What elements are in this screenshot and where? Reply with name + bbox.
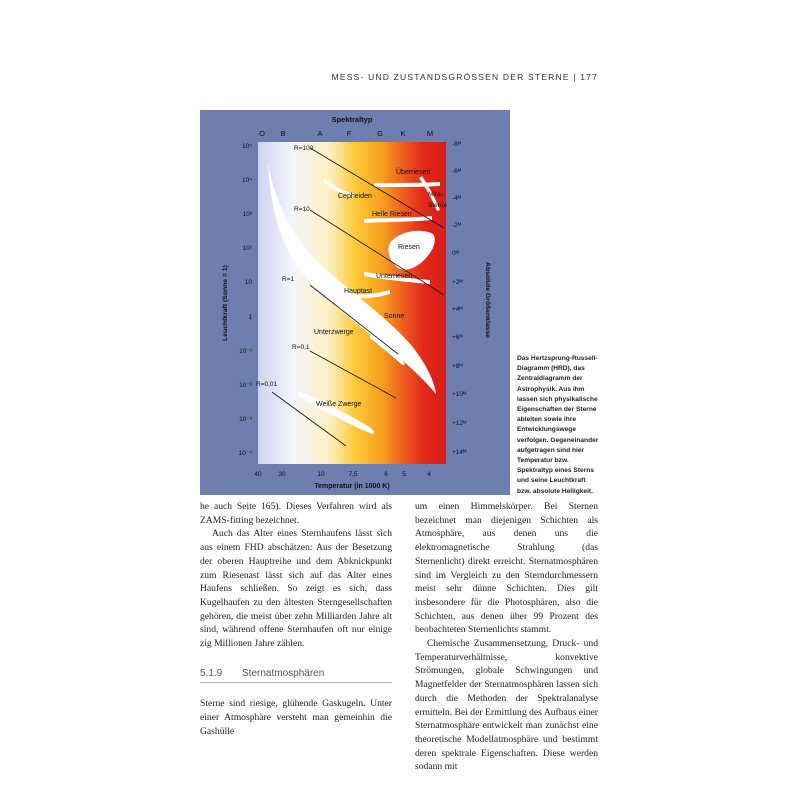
magnitude-ticks bbox=[452, 141, 467, 456]
mag-tick: +10ᴹ bbox=[452, 391, 467, 398]
paragraph: Auch das Alter eines Sternhaufens lässt sich aus einem FHD abschätzen: Aus der Besetzung der oberen Hauptreihe und dem Abknickpunkt zum Riesenast lässt sich auf das Alter eines Haufens schließen. So zeigt es sich, dass Kugelhaufen zu den ältesten Sterngesellschaften gehören, die meist über zehn Milliarden Jahre alt sind, während offene Sternhaufen oft nur einige zig Millionen Jahre zählen. bbox=[200, 528, 392, 650]
paragraph: um einen Himmelskörper. Bei Sternen bezeichnet man diejenigen Schichten als Atmosphäre, aus denen uns die elektromagnetische Strahlung (das Sternenlicht) direkt erreicht. Sternatmosphären sind im Vergleich zu den Sterndurchmessern meist sehr dünne Schichten. Dies gilt insbesondere für die Photosphären, also die Schichten, aus denen über 99 Prozent des beobachteten Sternenlichts stammt. bbox=[415, 501, 598, 636]
spectral-type-k: K bbox=[400, 129, 406, 138]
paragraph: he auch Seite 165). Dieses Verfahren wird als ZAMS-fitting bezeichnet. bbox=[200, 501, 392, 526]
figure-caption: Das Hertzsprung-Russell-Diagramm (HRD), das Zentraldiagramm der Astrophysik. Aus ihm lassen sich physikalische Eigenschaften der Sterne ableiten sowie ihre Entwicklungswege verfolgen. Gegeneinander aufgetragen sind hier Temperatur bzw. Spektraltyp eines Sterns und seine Leuchtkraft bzw. absolute Helligkeit. bbox=[517, 355, 599, 495]
temp-tick: 7,5 bbox=[348, 471, 358, 478]
spectral-type-labels bbox=[259, 129, 433, 138]
mag-tick: -6ᴹ bbox=[452, 168, 462, 175]
left-axis-label: Leuchtkraft (Sonne = 1) bbox=[222, 265, 229, 341]
radius-label-1: R=1 bbox=[282, 276, 295, 283]
lum-tick: 10⁻² bbox=[239, 382, 252, 389]
radius-label-10: R=10 bbox=[294, 206, 310, 213]
lum-tick: 1 bbox=[248, 314, 252, 321]
mag-tick: +8ᴹ bbox=[452, 363, 463, 370]
temperature-ticks bbox=[254, 471, 431, 478]
label-main-branch: Hauptast bbox=[344, 288, 373, 295]
hr-diagram-figure bbox=[200, 110, 510, 495]
lum-tick: 10³ bbox=[242, 211, 252, 218]
radius-label-001: R=0,01 bbox=[256, 381, 278, 388]
temp-tick: 6 bbox=[384, 471, 388, 478]
mag-tick: +14ᴹ bbox=[452, 449, 467, 456]
mag-tick: -2ᴹ bbox=[452, 222, 462, 229]
spectral-type-f: F bbox=[346, 129, 352, 138]
mag-tick: +12ᴹ bbox=[452, 420, 467, 427]
mag-tick: -8ᴹ bbox=[452, 141, 462, 148]
section-title: Sternatmosphären bbox=[242, 667, 325, 679]
lum-tick: 10⁵ bbox=[242, 143, 252, 150]
label-bright-giants: Helle Riesen bbox=[372, 211, 412, 218]
hr-diagram-svg bbox=[200, 110, 510, 495]
label-mira-2: Sterne bbox=[428, 202, 448, 209]
temp-tick: 10 bbox=[317, 471, 325, 478]
mag-tick: 0ᴹ bbox=[452, 250, 459, 257]
paragraph: Chemische Zusammensetzung, Druck- und Temperaturverhältnisse, konvektive Strömungen, globale Schwingungen und Magnetfelder der Sternatmosphären lassen sich durch die Methoden der Spektralanalyse ermitteln. Bei der Ermittlung des Aufbaus einer Sternatmosphäre entwickelt man zunächst eine theoretische Modellatmosphäre und bestimmt deren spektrale Eigenschaften. Diese werden sodann mit bbox=[415, 638, 598, 773]
label-giants: Riesen bbox=[398, 244, 420, 251]
lum-tick: 10² bbox=[242, 245, 252, 252]
radius-label-01: R=0,1 bbox=[292, 344, 310, 351]
spectral-type-b: B bbox=[280, 129, 286, 138]
label-sun: Sonne bbox=[384, 313, 405, 320]
radius-label-100: R=100 bbox=[294, 145, 314, 152]
paragraph: Sterne sind riesige, glühende Gaskugeln. Unter einer Atmosphäre versteht man gemeinhin die Gashülle bbox=[200, 698, 392, 737]
temp-tick: 5 bbox=[402, 471, 406, 478]
text-column-left bbox=[200, 500, 392, 739]
section-number: 5.1.9 bbox=[200, 667, 223, 679]
temp-tick: 40 bbox=[254, 471, 262, 478]
temp-tick: 30 bbox=[278, 471, 286, 478]
x-axis-label: Temperatur (in 1000 K) bbox=[314, 483, 390, 490]
lum-tick: 10⁻¹ bbox=[239, 348, 252, 355]
spectral-type-g: G bbox=[377, 129, 383, 138]
label-white-dwarfs: Weiße Zwerge bbox=[316, 401, 362, 408]
label-mira: Mira- bbox=[428, 191, 443, 198]
mag-tick: -4ᴹ bbox=[452, 195, 462, 202]
label-subgiants: Unterriesen bbox=[376, 273, 413, 280]
mag-tick: +4ᴹ bbox=[452, 306, 463, 313]
running-head: MESS- UND ZUSTANDSGRÖSSEN DER STERNE | 177 bbox=[331, 72, 598, 82]
lum-tick: 10⁴ bbox=[241, 177, 252, 184]
label-cepheids: Cepheiden bbox=[338, 193, 372, 200]
spectral-type-m: M bbox=[426, 129, 434, 138]
text-column-right bbox=[415, 500, 598, 774]
label-supergiants: Überriesen bbox=[396, 169, 431, 176]
spectral-type-a: A bbox=[317, 129, 323, 138]
spectral-type-o: O bbox=[259, 129, 265, 138]
spectral-axis-title: Spektraltyp bbox=[331, 115, 373, 124]
lum-tick: 10⁻⁴ bbox=[238, 450, 252, 457]
lum-tick: 10 bbox=[244, 279, 252, 286]
temp-tick: 4 bbox=[427, 471, 431, 478]
section-heading bbox=[200, 667, 392, 684]
luminosity-ticks bbox=[239, 143, 253, 457]
mag-tick: +2ᴹ bbox=[452, 279, 463, 286]
mag-tick: +6ᴹ bbox=[452, 334, 463, 341]
lum-tick: 10⁻³ bbox=[239, 416, 252, 423]
right-axis-label: Absolute Größenklasse bbox=[484, 262, 491, 338]
label-subdwarfs: Unterzwerge bbox=[314, 329, 354, 336]
